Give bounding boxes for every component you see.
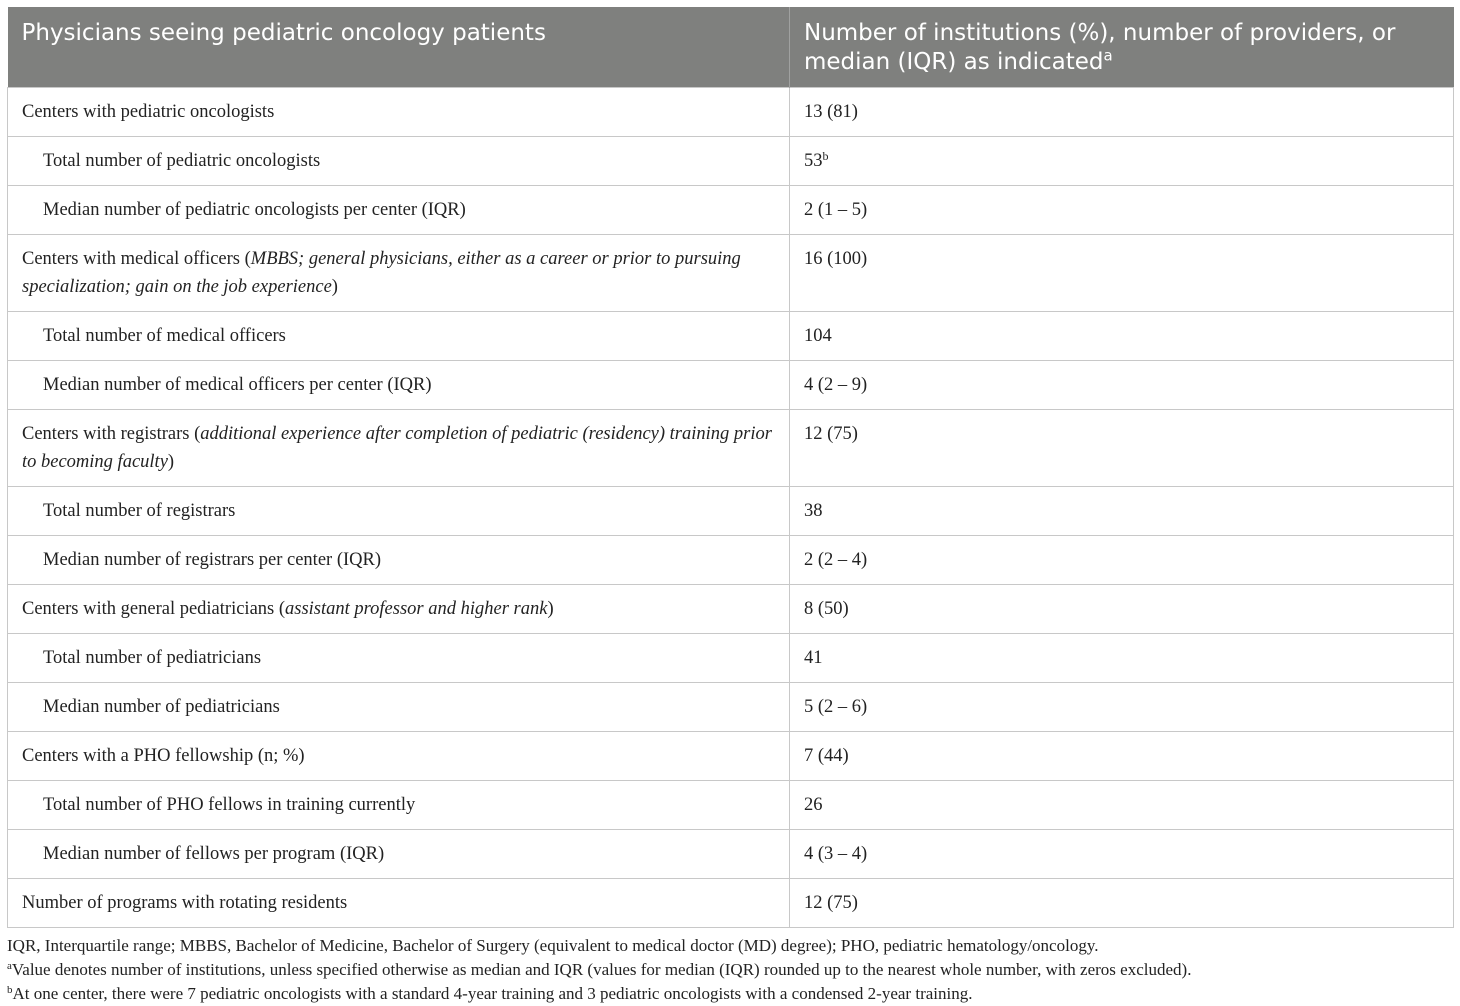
row-label-text: Total number of PHO fellows in training currently: [43, 795, 416, 815]
table-container: [7, 7, 1453, 1006]
row-value-text: 2 (2 – 4): [804, 550, 868, 570]
table-row: [8, 487, 1454, 536]
table-row: [8, 830, 1454, 879]
row-label: [8, 487, 790, 536]
footnote-a: [7, 958, 1453, 982]
row-label-text: Number of programs with rotating residents: [22, 893, 348, 913]
row-value-text: 13 (81): [804, 102, 858, 122]
header-col-counts: [790, 7, 1454, 88]
row-value-text: 4 (3 – 4): [804, 844, 868, 864]
footnote-b-text: At one center, there were 7 pediatric oncologists with a standard 4-year training and 3 pediatric oncologists with a condensed 2-year training.: [12, 984, 973, 1003]
row-value: [790, 634, 1454, 683]
row-label-text: Median number of pediatric oncologists per center (IQR): [43, 200, 466, 220]
row-value-text: 38: [804, 501, 823, 521]
row-label: [8, 88, 790, 137]
row-value-text: 53: [804, 151, 823, 171]
footnote-b-marker: b: [7, 984, 13, 996]
header-col-physicians-text: Physicians seeing pediatric oncology patients: [21, 20, 546, 46]
footnote-abbreviations: IQR, Interquartile range; MBBS, Bachelor of Medicine, Bachelor of Surgery (equivalent to medical doctor (MD) degree); PHO, pediatric hematology/oncology.: [7, 936, 1099, 955]
row-value-text: 2 (1 – 5): [804, 200, 868, 220]
row-label: [8, 732, 790, 781]
row-label-text: Centers with general pediatricians (: [22, 599, 286, 619]
footnote-b: [7, 982, 1453, 1006]
table-row: [8, 781, 1454, 830]
physicians-table: [7, 7, 1454, 928]
row-value-text: 5 (2 – 6): [804, 697, 868, 717]
table-row: [8, 361, 1454, 410]
row-value-text: 7 (44): [804, 746, 849, 766]
row-value-text: 26: [804, 795, 823, 815]
row-label: [8, 634, 790, 683]
row-label: [8, 186, 790, 235]
row-value: [790, 312, 1454, 361]
table-row: [8, 137, 1454, 186]
row-label-italic: MBBS; general physicians, either as a career or prior to pursuing specialization; gain on the job experience: [22, 249, 741, 297]
row-label-text: Median number of fellows per program (IQR): [43, 844, 385, 864]
table-row: [8, 410, 1454, 487]
row-value-text: 104: [804, 326, 832, 346]
row-label: [8, 585, 790, 634]
table-row: [8, 235, 1454, 312]
row-value-text: 41: [804, 648, 823, 668]
row-value: [790, 879, 1454, 928]
table-row: [8, 732, 1454, 781]
row-value-text: 8 (50): [804, 599, 849, 619]
row-value: [790, 732, 1454, 781]
row-value: [790, 830, 1454, 879]
row-label-italic: assistant professor and higher rank: [285, 599, 548, 619]
table-footnotes: [7, 934, 1453, 1006]
row-value: [790, 683, 1454, 732]
footnote-a-marker: a: [7, 960, 12, 972]
row-value-text: 12 (75): [804, 893, 858, 913]
table-header-row: [8, 7, 1454, 88]
row-value: [790, 536, 1454, 585]
table-row: [8, 536, 1454, 585]
row-label-text: Total number of registrars: [43, 501, 236, 521]
row-label-text: Centers with a PHO fellowship (n; %): [22, 746, 305, 766]
row-label-after: ): [331, 277, 338, 297]
row-value-text: 4 (2 – 9): [804, 375, 868, 395]
header-col-counts-text: Number of institutions (%), number of providers, or median (IQR) as indicated: [804, 20, 1396, 75]
footnote-a-text: Value denotes number of institutions, unless specified otherwise as median and IQR (values for median (IQR) rounded up to the nearest whole number, with zeros excluded).: [11, 960, 1192, 979]
row-value-footnote-marker: b: [822, 149, 829, 163]
row-label: [8, 361, 790, 410]
row-label-text: Total number of pediatric oncologists: [43, 151, 321, 171]
row-value-text: 16 (100): [804, 249, 868, 269]
row-label-after: ): [547, 599, 554, 619]
row-label-text: Median number of medical officers per center (IQR): [43, 375, 432, 395]
row-label-italic: additional experience after completion of pediatric (residency) training prior to becoming faculty: [22, 424, 772, 472]
row-label: [8, 830, 790, 879]
row-label-text: Total number of medical officers: [43, 326, 286, 346]
row-value: [790, 410, 1454, 487]
row-label: [8, 781, 790, 830]
row-value: [790, 88, 1454, 137]
row-label-after: ): [167, 452, 175, 472]
table-row: [8, 186, 1454, 235]
row-label-text: Median number of registrars per center (IQR): [43, 550, 382, 570]
header-footnote-marker: a: [1103, 46, 1113, 65]
row-label-text: Centers with medical officers (: [22, 249, 251, 269]
table-row: [8, 88, 1454, 137]
row-value: [790, 781, 1454, 830]
table-row: [8, 312, 1454, 361]
row-value-text: 12 (75): [804, 424, 858, 444]
row-label: [8, 410, 790, 487]
row-label-text: Centers with registrars (: [22, 424, 201, 444]
row-label: [8, 312, 790, 361]
row-label: [8, 137, 790, 186]
table-row: [8, 634, 1454, 683]
table-row: [8, 585, 1454, 634]
row-value: [790, 186, 1454, 235]
row-label: [8, 235, 790, 312]
row-label: [8, 879, 790, 928]
row-value: [790, 361, 1454, 410]
row-label-text: Centers with pediatric oncologists: [22, 102, 275, 122]
header-col-physicians: [8, 7, 790, 88]
row-value: [790, 487, 1454, 536]
row-value: [790, 585, 1454, 634]
row-label: [8, 683, 790, 732]
row-label: [8, 536, 790, 585]
row-value: [790, 137, 1454, 186]
table-row: [8, 683, 1454, 732]
row-value: [790, 235, 1454, 312]
row-label-text: Total number of pediatricians: [43, 648, 262, 668]
row-label-text: Median number of pediatricians: [43, 697, 280, 717]
table-row: [8, 879, 1454, 928]
